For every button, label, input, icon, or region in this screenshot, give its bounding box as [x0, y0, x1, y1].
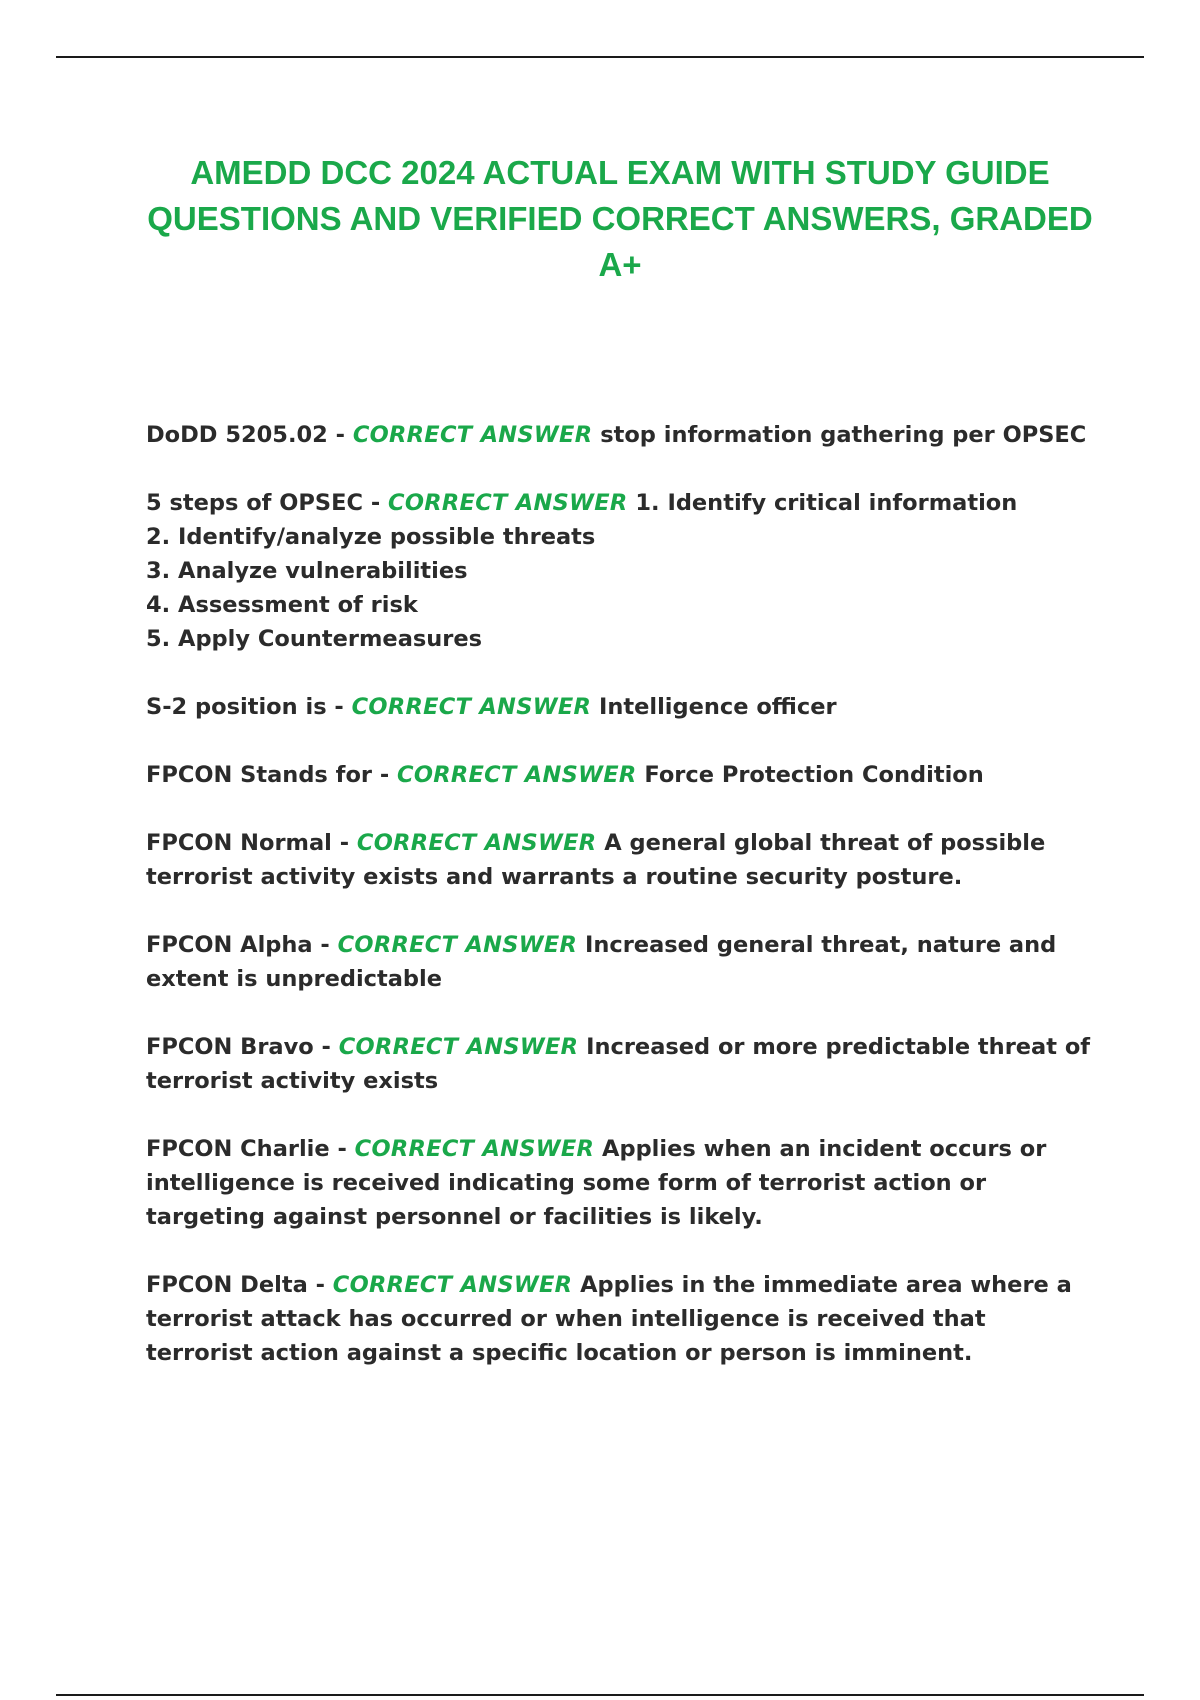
- qa-answer: Applies when an incident occurs or intelligence is received indicating some form of terrorist action or targeting against personnel or facilities is likely.: [146, 1136, 1047, 1230]
- qa-answer: A general global threat of possible terrorist activity exists and warrants a routine security posture.: [146, 830, 1046, 890]
- qa-question: FPCON Charlie -: [146, 1136, 355, 1162]
- correct-answer-marker: CORRECT ANSWER: [351, 694, 592, 720]
- correct-answer-marker: CORRECT ANSWER: [352, 422, 593, 448]
- qa-list: [146, 418, 1096, 1404]
- qa-item: [146, 486, 1096, 656]
- qa-question: FPCON Bravo -: [146, 1034, 339, 1060]
- top-divider: [56, 56, 1144, 58]
- qa-answer: Force Protection Condition: [644, 762, 984, 788]
- qa-question: FPCON Delta -: [146, 1272, 333, 1298]
- qa-answer: Increased or more predictable threat of terrorist activity exists: [146, 1034, 1091, 1094]
- correct-answer-marker: CORRECT ANSWER: [332, 1272, 573, 1298]
- qa-item: [146, 418, 1096, 452]
- qa-answer: Intelligence officer: [598, 694, 837, 720]
- bottom-divider: [56, 1694, 1144, 1696]
- qa-question: S-2 position is -: [146, 694, 352, 720]
- qa-question: FPCON Normal -: [146, 830, 357, 856]
- qa-item: [146, 928, 1096, 996]
- correct-answer-marker: CORRECT ANSWER: [356, 830, 597, 856]
- document-title: AMEDD DCC 2024 ACTUAL EXAM WITH STUDY GUIDE QUESTIONS AND VERIFIED CORRECT ANSWERS, GRADED A+: [147, 154, 1093, 283]
- qa-question: DoDD 5205.02 -: [146, 422, 353, 448]
- qa-answer: stop information gathering per OPSEC: [600, 422, 1087, 448]
- qa-question: 5 steps of OPSEC -: [146, 490, 389, 516]
- qa-answer: Increased general threat, nature and extent is unpredictable: [146, 932, 1057, 992]
- qa-item: [146, 1268, 1096, 1370]
- qa-item: [146, 1132, 1096, 1234]
- qa-item: [146, 690, 1096, 724]
- qa-question: FPCON Stands for -: [146, 762, 398, 788]
- correct-answer-marker: CORRECT ANSWER: [337, 932, 578, 958]
- correct-answer-marker: CORRECT ANSWER: [388, 490, 628, 516]
- correct-answer-marker: CORRECT ANSWER: [397, 762, 637, 788]
- qa-answer: 1. Identify critical information 2. Identify/analyze possible threats 3. Analyze vulnerabilities 4. Assessment of risk 5. Apply Countermeasures: [146, 490, 1018, 652]
- qa-question: FPCON Alpha -: [146, 932, 338, 958]
- qa-item: [146, 758, 1096, 792]
- qa-item: [146, 826, 1096, 894]
- qa-answer: Applies in the immediate area where a terrorist attack has occurred or when intelligence is received that terrorist action against a specific location or person is imminent.: [146, 1272, 1072, 1366]
- qa-item: [146, 1030, 1096, 1098]
- correct-answer-marker: CORRECT ANSWER: [338, 1034, 579, 1060]
- correct-answer-marker: CORRECT ANSWER: [354, 1136, 595, 1162]
